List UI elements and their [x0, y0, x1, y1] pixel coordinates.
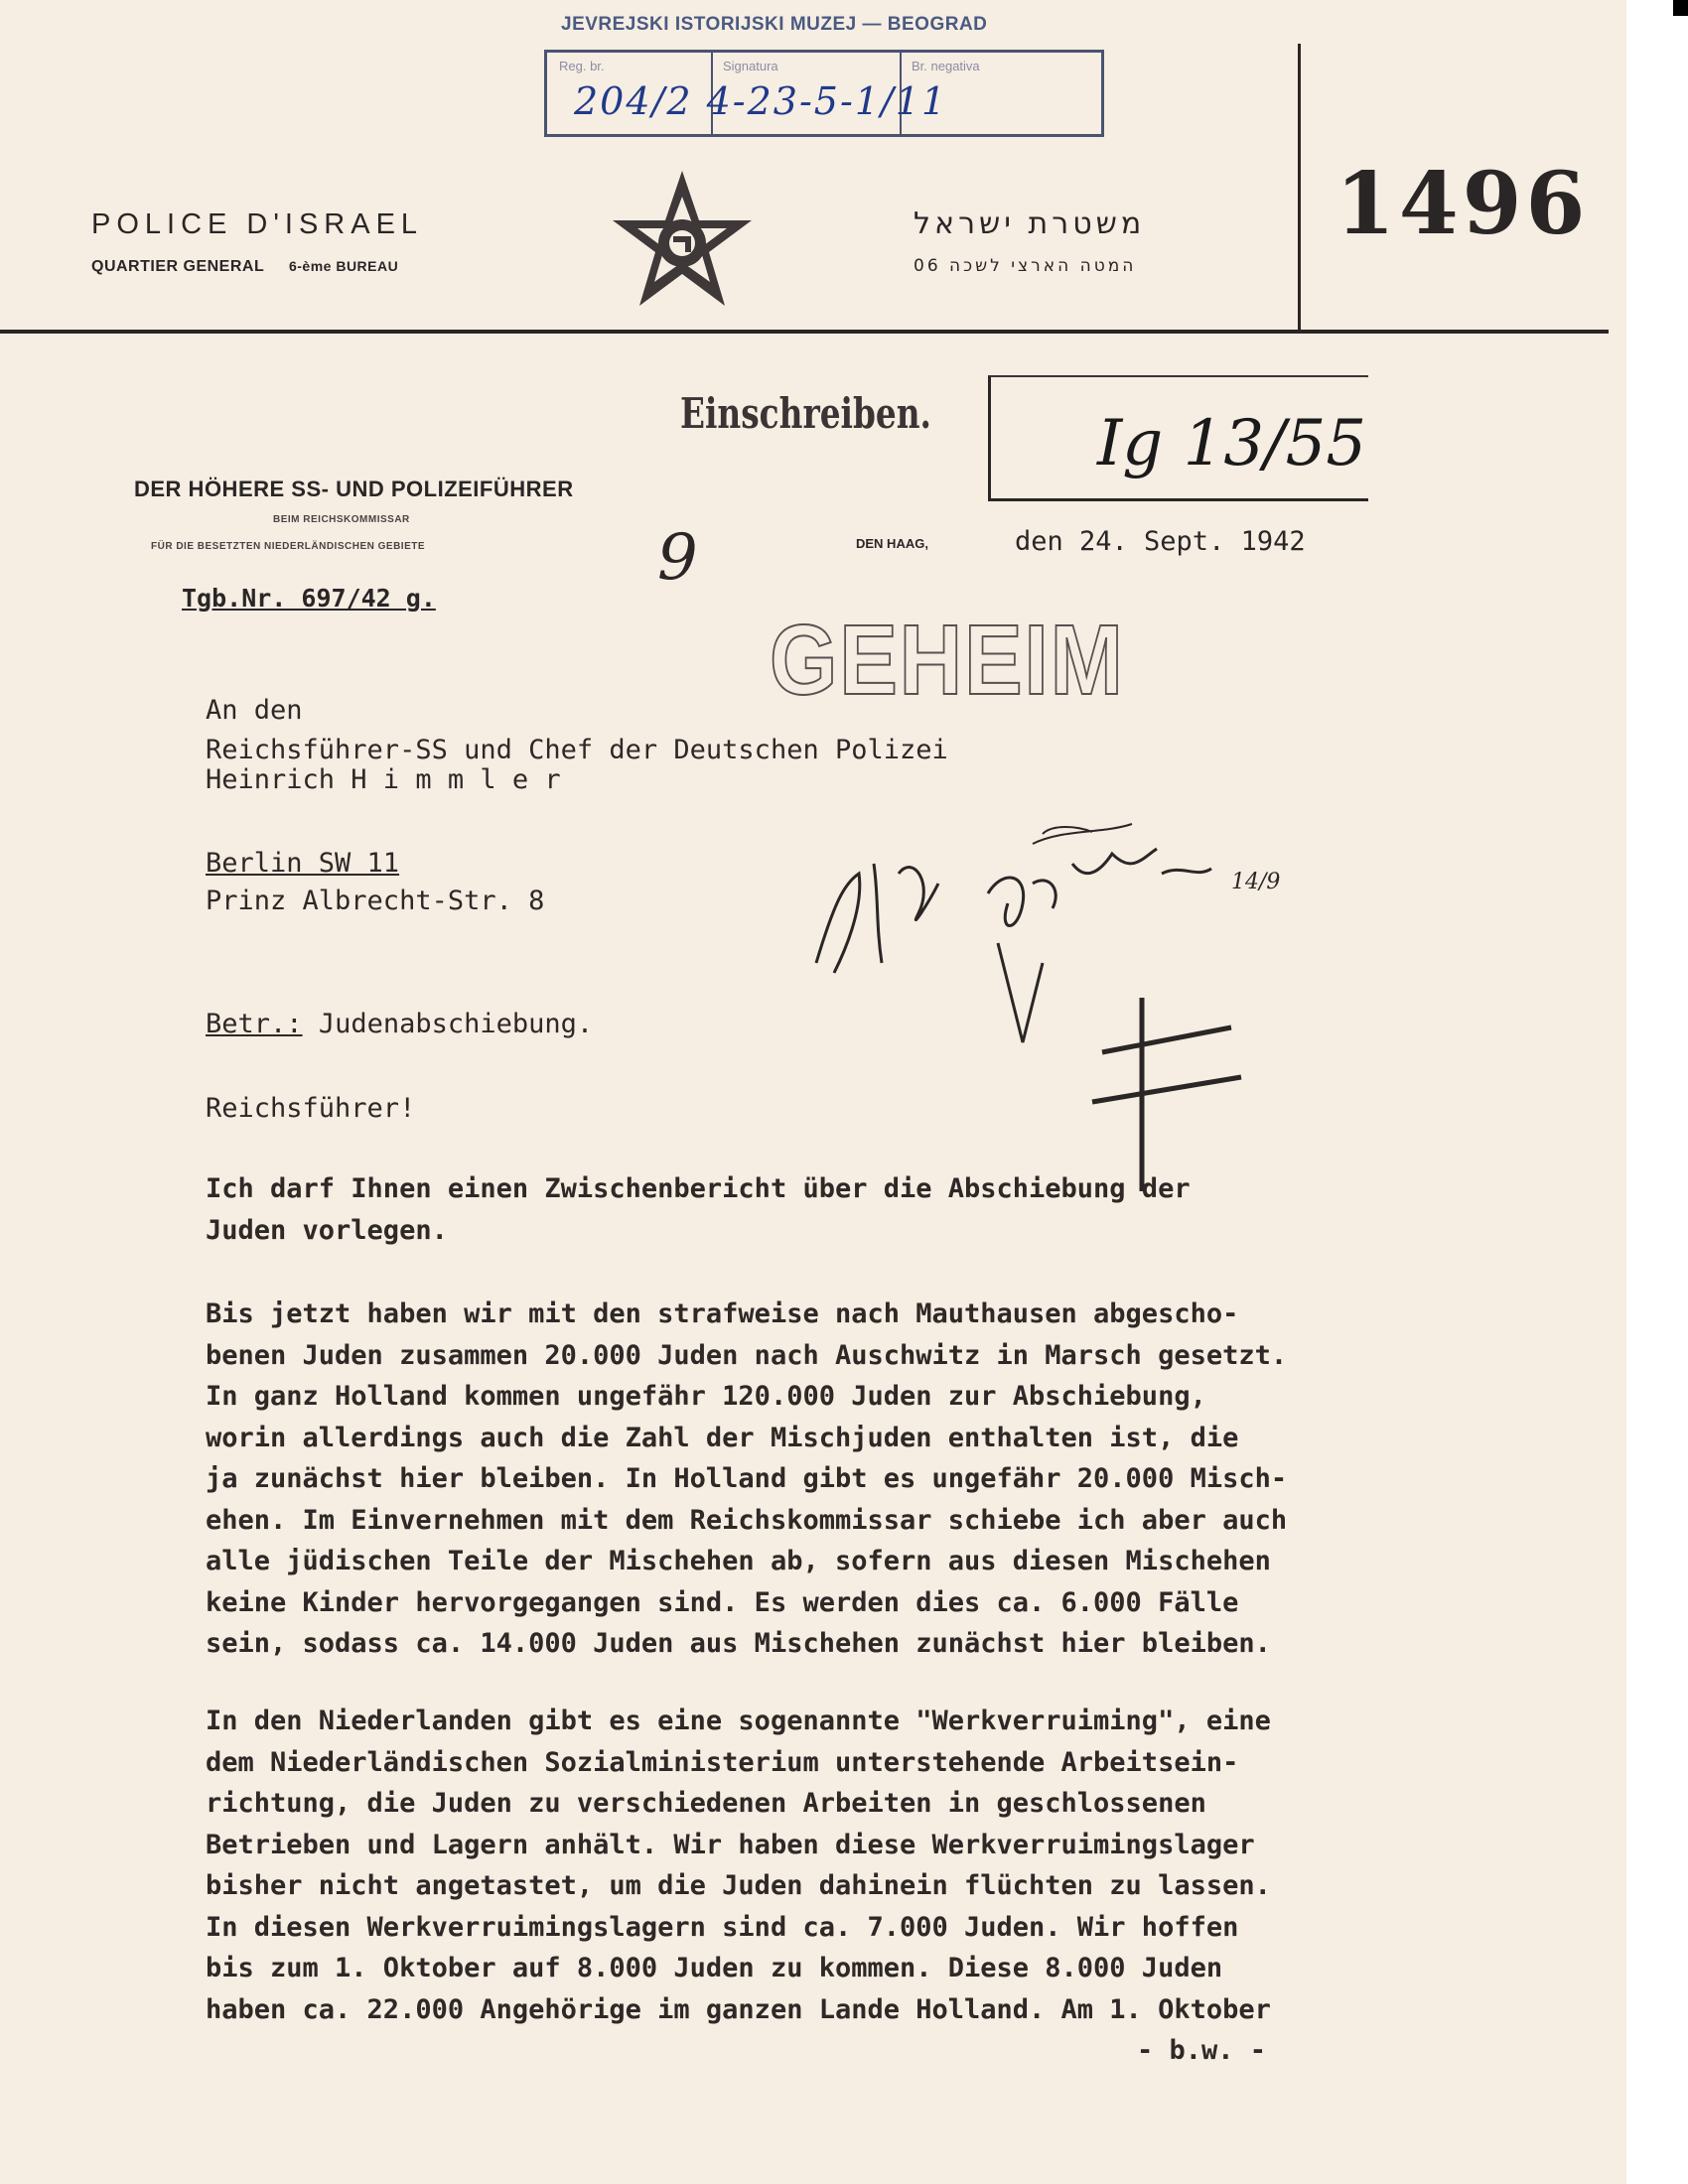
- registration-handwritten: 204/2 4-23-5-1/11: [574, 79, 948, 123]
- signature-label: Signatura: [723, 59, 778, 73]
- police-title-fr: POLICE D'ISRAEL: [91, 208, 424, 240]
- paragraph-line: In ganz Holland kommen ungefähr 120.000 Juden zur Abschiebung,: [206, 1381, 1206, 1412]
- reg-label: Reg. br.: [559, 59, 605, 73]
- page-turn-note: - b.w. -: [1137, 2035, 1267, 2066]
- negative-label: Br. negativa: [912, 59, 980, 73]
- salutation: Reichsführer!: [206, 1093, 416, 1124]
- paragraph-line: ehen. Im Einvernehmen mit dem Reichskommissar schiebe ich aber auch: [206, 1504, 1288, 1536]
- paragraph-line: dem Niederländischen Sozialministerium unterstehende Arbeitsein-: [206, 1746, 1239, 1778]
- paragraph-line: alle jüdischen Teile der Mischehen ab, sofern aus diesen Mischehen: [206, 1546, 1271, 1576]
- handwritten-annotation-icon: [804, 814, 1321, 1211]
- recipient-city: Berlin SW 11: [206, 848, 400, 879]
- bureau-label: 6-ème BUREAU: [288, 258, 399, 274]
- paragraph-line: ja zunächst hier bleiben. In Holland gibt es ungefähr 20.000 Misch-: [206, 1463, 1288, 1494]
- quartier-label: QUARTIER GENERAL: [91, 258, 265, 275]
- recipient-line-2: Reichsführer-SS und Chef der Deutschen Polizei: [206, 735, 948, 765]
- paragraph-line: bis zum 1. Oktober auf 8.000 Juden zu kommen. Diese 8.000 Juden: [206, 1953, 1223, 1983]
- paragraph-line: In den Niederlanden gibt es eine sogenannte "Werkverruiming", eine: [206, 1706, 1271, 1736]
- sender-subtitle-2: FÜR DIE BESETZTEN NIEDERLÄNDISCHEN GEBIETE: [151, 541, 426, 552]
- secret-stamp: GEHEIM: [770, 605, 1125, 716]
- file-reference: Tgb.Nr. 697/42 g.: [182, 584, 436, 613]
- place-label: DEN HAAG,: [856, 536, 928, 551]
- police-star-emblem-icon: [608, 169, 757, 318]
- paragraph-line: Ich darf Ihnen einen Zwischenbericht über die Abschiebung der: [206, 1173, 1191, 1204]
- corner-mark: [1673, 0, 1688, 16]
- recipient-line-1: An den: [206, 695, 303, 726]
- letterhead-divider-vertical: [1298, 44, 1301, 330]
- page-edge: [1626, 0, 1688, 2184]
- sender-title: DER HÖHERE SS- UND POLIZEIFÜHRER: [134, 477, 574, 501]
- paragraph-2: [206, 1294, 1397, 1665]
- museum-stamp-title: JEVREJSKI ISTORIJSKI MUZEJ — BEOGRAD: [561, 14, 988, 35]
- paragraph-line: keine Kinder hervorgegangen sind. Es werden dies ca. 6.000 Fälle: [206, 1586, 1239, 1618]
- paragraph-line: sein, sodass ca. 14.000 Juden aus Mischehen zunächst hier bleiben.: [206, 1628, 1271, 1659]
- recipient-name: Heinrich H i m m l e r: [206, 764, 561, 795]
- registered-stamp: Einschreiben.: [680, 389, 931, 438]
- letterhead-divider: [0, 330, 1609, 334]
- paragraph-line: benen Juden zusammen 20.000 Juden nach Auschwitz in Marsch gesetzt.: [206, 1339, 1288, 1371]
- subject-key: Betr.:: [206, 1009, 303, 1039]
- reference-handwritten: Ig 13/55: [1097, 407, 1367, 480]
- letter-date: den 24. Sept. 1942: [1015, 526, 1306, 557]
- paragraph-1: [206, 1168, 1397, 1251]
- paragraph-line: Bis jetzt haben wir mit den strafweise nach Mauthausen abgescho-: [206, 1298, 1239, 1329]
- handwritten-mark: 9: [657, 521, 698, 595]
- paragraph-line: bisher nicht angetastet, um die Juden dahinein flüchten zu lassen.: [206, 1870, 1271, 1901]
- sender-subtitle-1: BEIM REICHSKOMMISSAR: [273, 514, 410, 525]
- document-number: 1496: [1336, 154, 1590, 254]
- paragraph-line: Juden vorlegen.: [206, 1214, 448, 1246]
- paragraph-line: haben ca. 22.000 Angehörige im ganzen Lande Holland. Am 1. Oktober: [206, 1993, 1271, 2025]
- paragraph-line: Betrieben und Lagern anhält. Wir haben diese Werkverruimingslager: [206, 1829, 1255, 1860]
- paragraph-line: worin allerdings auch die Zahl der Mischjuden enthalten ist, die: [206, 1422, 1239, 1453]
- quartier-general: [91, 258, 398, 276]
- paragraph-line: In diesen Werkverruimingslagern sind ca. 7.000 Juden. Wir hoffen: [206, 1911, 1239, 1943]
- hq-title-he: המטה הארצי לשכה 06: [914, 256, 1137, 276]
- police-title-he: משטרת ישראל: [914, 206, 1146, 241]
- subject-line: [206, 1009, 593, 1039]
- subject-value: Judenabschiebung.: [318, 1009, 594, 1039]
- paragraph-3: [206, 1701, 1397, 2030]
- svg-text:14/9: 14/9: [1231, 870, 1281, 894]
- recipient-street: Prinz Albrecht-Str. 8: [206, 886, 545, 916]
- paragraph-line: richtung, die Juden zu verschiedenen Arbeiten in geschlossenen: [206, 1788, 1206, 1819]
